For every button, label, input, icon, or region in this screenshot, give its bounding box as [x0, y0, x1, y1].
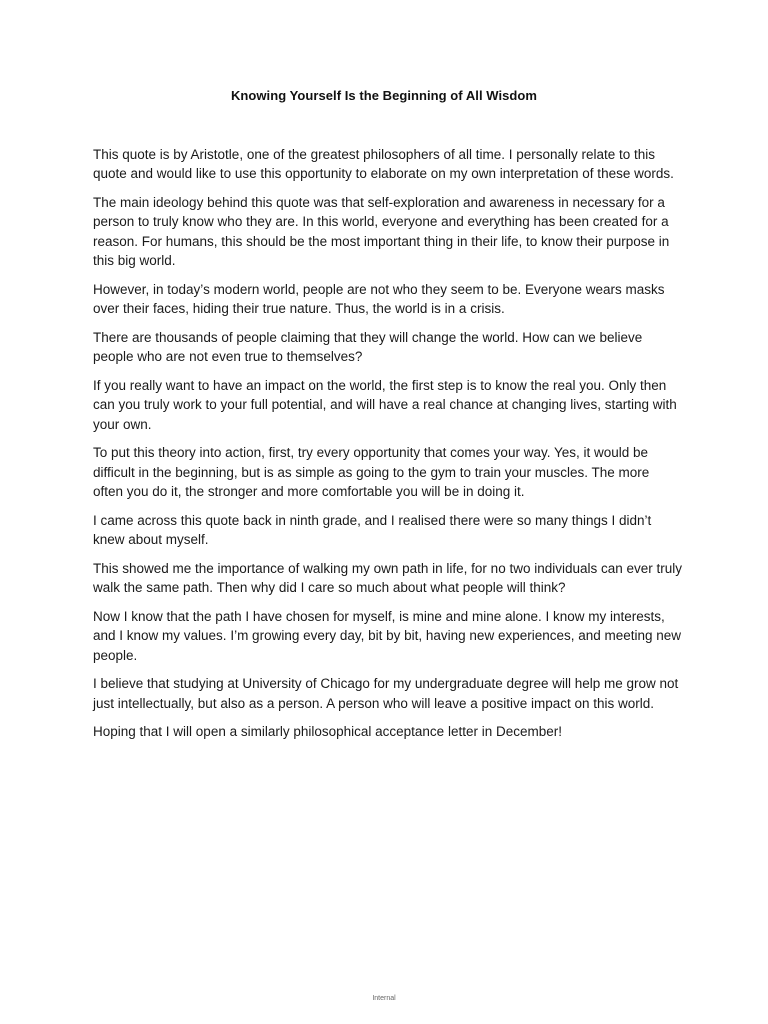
paragraph-11: Hoping that I will open a similarly philosophical acceptance letter in December!: [93, 724, 562, 740]
paragraph-1: This quote is by Aristotle, one of the greatest philosophers of all time. I personally relate to this quote and would like to use this opportunity to elaborate on my own interpretation of these words.: [93, 147, 674, 182]
document-title: Knowing Yourself Is the Beginning of All Wisdom: [230, 88, 538, 103]
paragraph-6: To put this theory into action, first, try every opportunity that comes your way. Yes, it would be difficult in the beginning, but is as simple as going to the gym to train your muscles. The more often you do it, the stronger and more comfortable you will be in doing it.: [93, 445, 650, 499]
paragraph-2: The main ideology behind this quote was that self-exploration and awareness in necessary for a person to truly know who they are. In this world, everyone and everything has been created for a reason. For humans, this should be the most important thing in their life, to know their purpose in this big world.: [93, 195, 670, 268]
footer-classification-label: Internal: [372, 995, 396, 1002]
paragraph-5: If you really want to have an impact on the world, the first step is to know the real you. Only then can you truly work to your full potential, and will have a real chance at changing lives, starting with your own.: [93, 377, 677, 432]
document-body: [93, 145, 683, 751]
paragraph-8: This showed me the importance of walking my own path in life, for no two individuals can ever truly walk the same path. Then why did I care so much about what people will think?: [93, 560, 683, 596]
paragraph-7: I came across this quote back in ninth grade, and I realised there were so many things I didn’t knew about myself.: [93, 512, 652, 548]
paragraph-9: Now I know that the path I have chosen for myself, is mine and mine alone. I know my interests, and I know my values. I’m growing every day, bit by bit, having new experiences, and meeting new people.: [93, 608, 682, 663]
paragraph-3: However, in today’s modern world, people are not who they seem to be. Everyone wears masks over their faces, hiding their true nature. Thus, the world is in a crisis.: [93, 281, 665, 317]
paragraph-10: I believe that studying at University of Chicago for my undergraduate degree will help me grow not just intellectually, but also as a person. A person who will leave a positive impact on this world.: [93, 676, 679, 711]
paragraph-4: There are thousands of people claiming that they will change the world. How can we believe people who are not even true to themselves?: [93, 329, 643, 365]
